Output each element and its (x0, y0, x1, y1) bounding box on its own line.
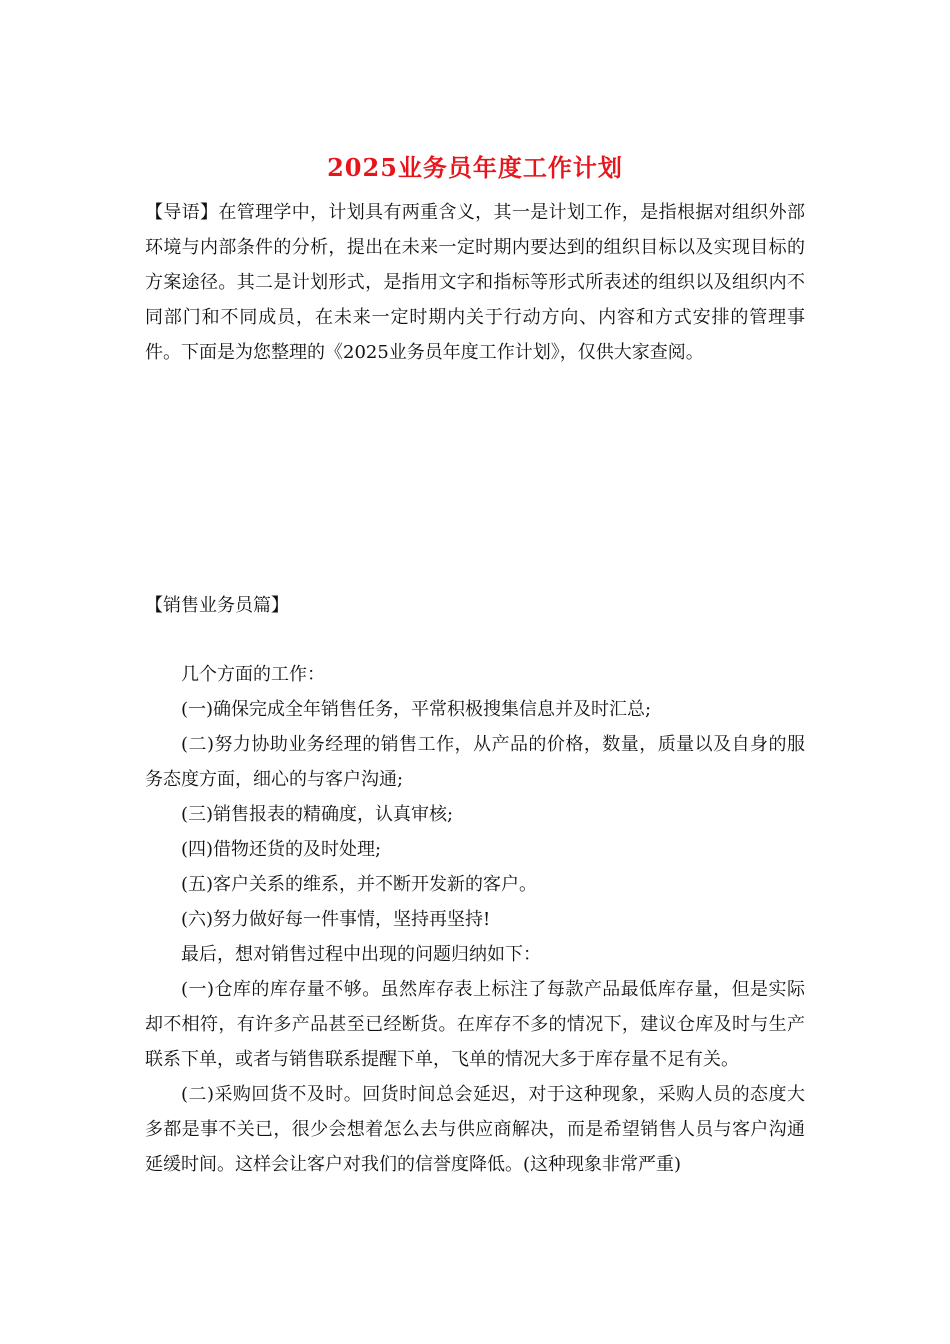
paragraph: (六)努力做好每一件事情，坚持再坚持! (181, 909, 491, 930)
section-heading: 【销售业务员篇】 (145, 595, 289, 616)
intro-paragraph: 【导语】在管理学中，计划具有两重含义，其一是计划工作，是指根据对组织外部环境与内部条件的分析，提出在未来一定时期内要达到的组织目标以及实现目标的方案途径。其二是计划形式，是指用文字和指标等形式所表述的组织以及组织内不同部门和不同成员，在未来一定时期内关于行动方向、内容和方式安排的管理事件。下面是为您整理的《2025业务员年度工作计划》，仅供大家查阅。 (145, 202, 805, 363)
paragraph: (一)确保完成全年销售任务，平常积极搜集信息并及时汇总; (181, 699, 652, 720)
paragraph: (三)销售报表的精确度，认真审核; (181, 804, 454, 825)
paragraph: (四)借物还货的及时处理; (181, 839, 382, 860)
body-text (145, 657, 805, 1182)
paragraph: (五)客户关系的维系，并不断开发新的客户。 (181, 874, 538, 895)
paragraph: 几个方面的工作： (181, 664, 325, 685)
document-title: 2025业务员年度工作计划 (327, 153, 623, 182)
paragraph: (一)仓库的库存量不够。虽然库存表上标注了每款产品最低库存量，但是实际却不相符，有许多产品甚至已经断货。在库存不多的情况下，建议仓库及时与生产联系下单，或者与销售联系提醒下单，飞单的情况大多于库存量不足有关。 (145, 979, 805, 1070)
paragraph: (二)努力协助业务经理的销售工作，从产品的价格，数量，质量以及自身的服务态度方面，细心的与客户沟通; (145, 734, 805, 790)
paragraph: (二)采购回货不及时。回货时间总会延迟，对于这种现象，采购人员的态度大多都是事不关已，很少会想着怎么去与供应商解决，而是希望销售人员与客户沟通延缓时间。这样会让客户对我们的信誉度降低。(这种现象非常严重) (145, 1084, 805, 1175)
paragraph: 最后，想对销售过程中出现的问题归纳如下： (181, 944, 541, 965)
